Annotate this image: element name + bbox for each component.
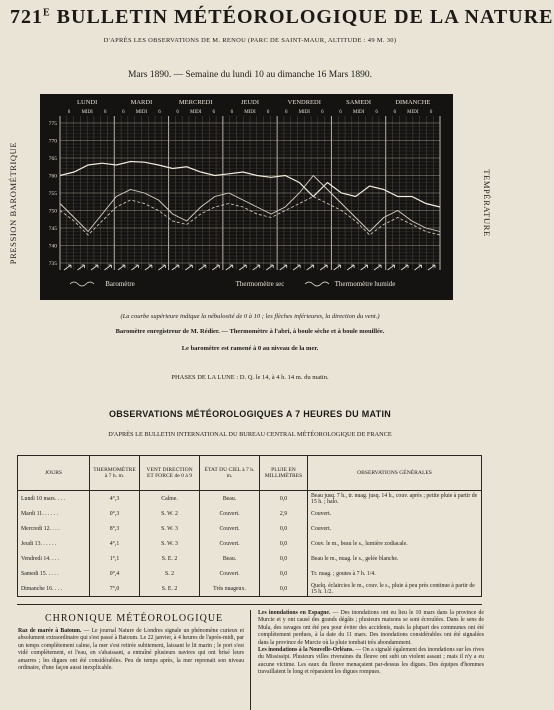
cell-wind: S. 2 [140,566,200,581]
right-axis-caption [480,128,494,278]
cell-wind: S. E. 2 [140,581,200,597]
chronique-title: CHRONIQUE MÉTÉOROLOGIQUE [45,613,224,624]
left-axis-caption [6,128,20,278]
chart-note-1: (La courbe supérieure indique la nébulosité de 0 à 10 ; les flèches inférieures, la direction du vent.) [120,313,380,320]
day-label: MERCREDI [178,99,213,106]
hour-tick-label: 6 [67,110,71,115]
header-observations: OBSERVATIONS GÉNÉRALES [308,456,482,491]
legend-label: Baromètre [105,280,135,288]
cell-thermometer: 7°,0 [90,581,140,597]
y-tick-label: 740 [48,243,57,250]
spain-floods-text: — Des inondations ont eu lieu le 10 mars dans la province de Murcie et y ont causé des grands dégâts ; plusieurs maisons se sont écroulées. Dans le sens de Mula, des ravages ont été peu pour éviter des accidents, mais la plupart des communes ont été complètement perdues, à la date du 11 mars. Des inondations considérables ont été signalées dans la province de Murcie où la pluie tombait très abondamment. [258,610,484,646]
issue-number-suffix: E [43,7,51,19]
hour-tick-label: 6 [429,110,433,115]
table-row [18,551,482,566]
y-tick-label: 775 [48,121,57,127]
cell-wind: S. W. 2 [140,506,200,521]
cell-sky: Beau. [200,551,260,566]
cell-day: Jeudi 13. . . . . . [18,536,90,551]
cell-rain: 0,0 [260,551,308,566]
hour-tick-label: MIDI [407,110,419,115]
new-orleans-heading: Les inondations à la Nouvelle-Orléans. [258,647,354,654]
cell-sky: Couvert. [200,521,260,536]
day-label: MARDI [130,99,153,106]
observations-table [17,455,482,597]
y-tick-label: 770 [48,138,57,145]
cell-rain: 0,0 [260,566,308,581]
chart-background [40,94,453,300]
cell-day: Dimanche 16. . . . [18,581,90,597]
table-row [18,536,482,551]
spain-floods-heading: Les inondations en Espagne. [258,610,331,616]
cell-sky: Couvert. [200,566,260,581]
hour-tick-label: 6 [339,110,342,115]
legend-label: Thermomètre humide [334,280,396,288]
cell-rain: 0,0 [260,581,308,597]
table-row [18,491,482,507]
cell-rain: 0,0 [260,536,308,551]
cell-day: Vendredi 14. . . . [18,551,90,566]
hour-tick-label: 6 [266,110,270,115]
week-line: Mars 1890. — Semaine du lundi 10 au dimanche 16 Mars 1890. [127,70,373,80]
cell-rain: 0,0 [260,491,308,507]
hour-tick-label: MIDI [190,110,202,115]
y-tick-label: 745 [48,226,57,232]
page-title [10,6,554,29]
header-thermometer: THERMOMÈTRE à 7 h. m. [90,456,140,491]
weather-chart-svg [40,94,453,300]
hour-tick-label: 6 [230,110,234,115]
table-row [18,521,482,536]
y-tick-label: 735 [48,261,57,267]
cell-rain: 2,9 [260,506,308,521]
cell-sky: Beau. [200,491,260,507]
hour-tick-label: MIDI [135,110,148,115]
header-wind: VENT DIRECTION ET FORCE de 0 à 9 [140,456,200,491]
day-label: DIMANCHE [395,99,431,106]
batoum-heading: Raz de marée à Batoum. [18,628,82,634]
issue-number: 721 [10,6,43,28]
table-row [18,506,482,521]
hour-tick-label: MIDI [81,110,93,115]
cell-thermometer: 0°,4 [90,566,140,581]
header-rain: PLUIE EN MILLIMÈTRES [260,456,308,491]
cell-general-observations: Quelq. éclaircies le m., couv. le s., pluie à peu près continue à partir de 15 h. 1/2. [308,581,482,597]
cell-sky: Couvert. [200,506,260,521]
table-row [18,581,482,597]
cell-wind: Calme. [140,491,200,507]
y-tick-label: 755 [48,191,57,197]
cell-day: Lundi 10 mars. . . . [18,491,90,507]
bulletin-title: BULLETIN MÉTÉOROLOGIQUE DE LA NATURE [56,6,554,28]
hour-tick-label: 6 [284,110,288,115]
hour-tick-label: 6 [375,110,378,115]
hour-tick-label: 6 [103,110,107,115]
cell-general-observations: Couv. le m., beau le s., lumière zodiacale. [308,536,482,551]
y-tick-label: 765 [48,156,57,162]
cell-thermometer: 8°,3 [90,521,140,536]
cell-general-observations: Couvert. [308,521,482,536]
day-label: VENDREDI [287,99,321,106]
new-orleans-text: — On a signalé également des inondations sur les rives du Mississipi. Plusieurs villes riveraines du fleuve ont subi un violent assaut ; mais il n'y a eu aucune victime. Les eaux du fleuve menaçaient par-dessus les digues. Des équipes d'hommes travaillaient le long et réparaient les digues rompues. [258,647,485,676]
day-label: SAMEDI [346,99,372,106]
cell-thermometer: 4°,3 [90,491,140,507]
moon-phases: PHASES DE LA LUNE : D. Q. le 14, à 4 h. 14 m. du matin. [171,374,329,381]
cell-general-observations: Beau jusq. 7 h., tr. nuag. jusq. 14 h., couv. après ; petite pluie à partir de 15 h. ; halo. [308,491,482,507]
hour-tick-label: 6 [158,110,161,115]
cell-thermometer: 4°,1 [90,536,140,551]
temperature-label: TEMPÉRATURE [482,169,492,237]
header-subtitle: D'APRÈS LES OBSERVATIONS DE M. RENOU (PARC DE SAINT-MAUR, ALTITUDE : 49 M. 30) [103,37,397,44]
pressure-label: PRESSION BAROMÉTRIQUE [8,141,18,265]
observations-subtitle: D'APRÈS LE BULLETIN INTERNATIONAL DU BUREAU CENTRAL MÉTÉOROLOGIQUE DE FRANCE [108,431,392,438]
batoum-text: — Le journal Nature de Londres signale un phénomène curieux et absolument extraordinaire qui s'est passé à Batoum. Le 22 janvier, à 4 heures de l'après-midi, par un temps complètement calme, la mer s'est retirée subitement, laissant le lit marin ; le port s'est vidé complètement, et l'eau, en s'abaissant, a entraîné plusieurs navires qui ont brisé leurs amarres ; les digues ont été considérables. Peu de temps après, la mer reprenait son niveau ordinaire, d'une façon aussi inexplicable. [18,628,244,672]
cell-wind: S. W. 3 [140,536,200,551]
hour-tick-label: MIDI [244,110,256,115]
cell-general-observations: Tr. nuag. ; goutes à 7 h. 1/4. [308,566,482,581]
cell-sky: Très nuageux. [200,581,260,597]
cell-thermometer: 0°,3 [90,506,140,521]
hour-tick-label: 6 [321,110,324,115]
cell-sky: Couvert. [200,536,260,551]
cell-wind: S. E. 2 [140,551,200,566]
cell-rain: 0,0 [260,521,308,536]
hour-tick-label: 6 [176,110,179,115]
day-label: LUNDI [77,99,98,106]
cell-general-observations: Beau le m., nuag. le s., gelée blanche. [308,551,482,566]
hour-tick-label: MIDI [352,110,365,115]
divider [17,604,482,605]
hour-tick-label: 6 [393,110,397,115]
header-days: JOURS [18,456,90,491]
chart-note-2: Baromètre enregistreur de M. Rédier. — Thermomètre à l'abri, à boule sèche et à boule mouillée. [115,328,385,335]
chronique-left-column [18,628,244,672]
chart-note-3: Le baromètre est ramené à 0 au niveau de la mer. [181,345,319,352]
hour-tick-label: 6 [122,110,125,115]
cell-general-observations: Couvert. [308,506,482,521]
cell-day: Mercredi 12. . . . [18,521,90,536]
weather-chart [40,94,453,300]
y-tick-label: 750 [48,208,57,215]
table-header-row [18,456,482,491]
day-label: JEUDI [240,99,260,106]
observations-title: OBSERVATIONS MÉTÉOROLOGIQUES A 7 HEURES DU MATIN [108,409,392,419]
cell-wind: S. W. 3 [140,521,200,536]
cell-thermometer: 1°,1 [90,551,140,566]
y-tick-label: 760 [48,173,57,180]
header-sky: ÉTAT DU CIEL à 7 h. m. [200,456,260,491]
table-row [18,566,482,581]
legend-label: Thermomètre sec [235,280,285,288]
hour-tick-label: 6 [212,110,216,115]
cell-day: Mardi 11. . . . . . [18,506,90,521]
column-divider [250,610,251,710]
cell-day: Samedi 15. . . . . [18,566,90,581]
hour-tick-label: MIDI [298,110,310,115]
chronique-right-column [258,610,484,677]
